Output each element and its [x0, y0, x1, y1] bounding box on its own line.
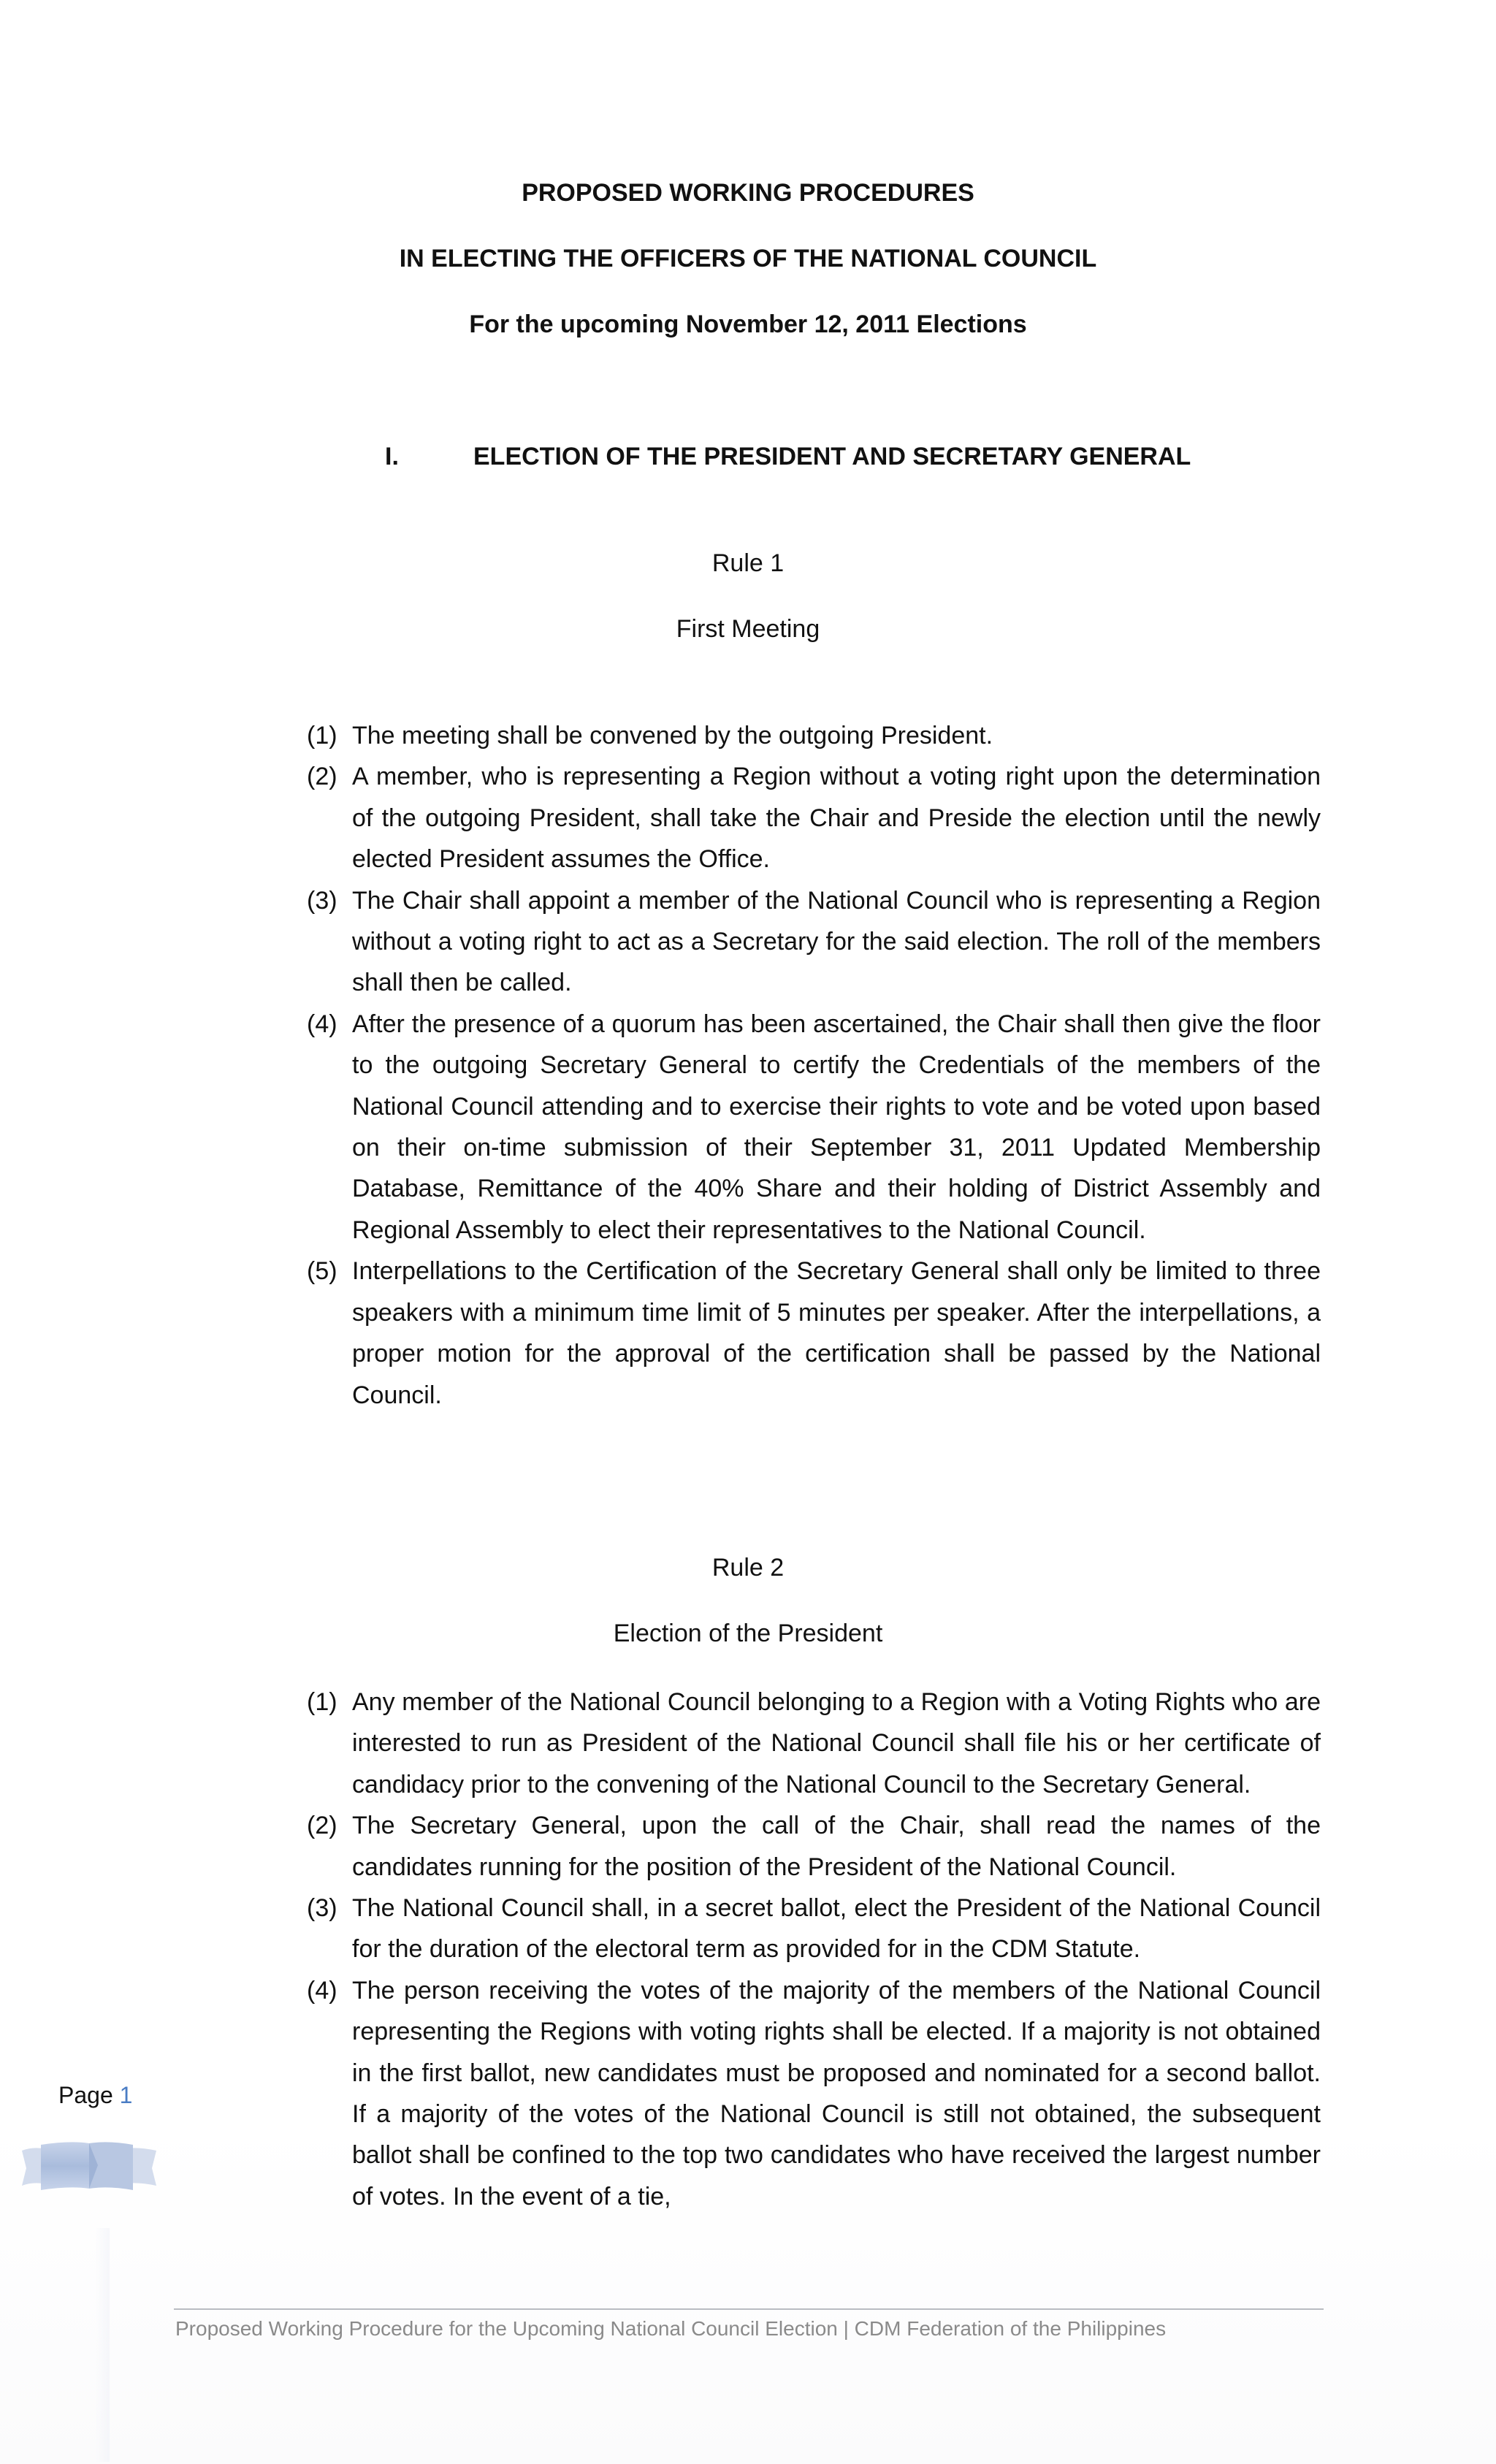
- page-number: 1: [119, 2082, 133, 2108]
- document-subtitle: IN ELECTING THE OFFICERS OF THE NATIONAL COUNCIL: [399, 245, 1097, 272]
- page-shadow: [95, 2228, 110, 2462]
- item-text: A member, who is representing a Region without a voting right upon the determination of the outgoing President, shall take the Chair and Preside the election until the newly elected President assumes the Office.: [352, 763, 1321, 874]
- rule-1-title: Rule 1: [711, 549, 785, 577]
- rule-1-list: [307, 715, 1321, 1416]
- item-number: (4): [307, 1010, 337, 1038]
- list-item: [307, 756, 1321, 880]
- item-number: (1): [307, 1688, 337, 1716]
- item-text: The person receiving the votes of the majority of the members of the National Council representing the Regions with voting rights shall be elected. If a majority is not obtained in the first ballot, new candidates must be proposed and nominated for a second ballot. If a majority of the votes of the National Council is still not obtained, the subsequent ballot shall be confined to the top two candidates who have received the largest number of votes. In the event of a tie,: [352, 1976, 1321, 2211]
- document-title: PROPOSED WORKING PROCEDURES: [522, 179, 974, 207]
- section-number: I.: [385, 443, 399, 470]
- item-text: After the presence of a quorum has been ascertained, the Chair shall then give the floor to the outgoing Secretary General to certify the Credentials of the members of the National Council attending and to exercise their rights to vote and be voted upon based on their on-time submission of their September 31, 2011 Updated Membership Database, Remittance of the 40% Share and their holding of District Assembly and Regional Assembly to elect their representatives to the National Council.: [352, 1010, 1321, 1244]
- item-number: (1): [307, 722, 337, 750]
- item-text: The National Council shall, in a secret ballot, elect the President of the National Council for the duration of the electoral term as provided for in the CDM Statute.: [352, 1894, 1321, 1964]
- document-date-line: For the upcoming November 12, 2011 Elections: [469, 310, 1027, 338]
- rule-2-title: Rule 2: [711, 1554, 785, 1582]
- list-item: [307, 1682, 1321, 1805]
- page-number-label: [58, 2080, 132, 2110]
- rule-1-subtitle: First Meeting: [676, 615, 820, 643]
- list-item: [307, 715, 1321, 756]
- list-item: [307, 1251, 1321, 1416]
- item-text: Any member of the National Council belonging to a Region with a Voting Rights who are interested to run as President of the National Council shall file his or her certificate of candidacy prior to the convening of the National Council to the Secretary General.: [352, 1688, 1321, 1799]
- item-text: Interpellations to the Certification of the Secretary General shall only be limited to three speakers with a minimum time limit of 5 minutes per speaker. After the interpellations, a proper motion for the approval of the certification shall be passed by the National Council.: [352, 1257, 1321, 1409]
- item-number: (2): [307, 763, 337, 791]
- item-number: (5): [307, 1257, 337, 1286]
- footer-divider: [174, 2308, 1324, 2310]
- rule-2-list: [307, 1682, 1321, 2217]
- list-item: [307, 1888, 1321, 1970]
- list-item: [307, 1805, 1321, 1888]
- list-item: [307, 1970, 1321, 2217]
- footer-text: Proposed Working Procedure for the Upcoming National Council Election | CDM Federation of the Philippines: [175, 2317, 1167, 2340]
- list-item: [307, 1004, 1321, 1251]
- item-text: The meeting shall be convened by the outgoing President.: [352, 722, 993, 750]
- list-item: [307, 880, 1321, 1004]
- item-number: (3): [307, 886, 337, 915]
- page-ribbon-icon: [19, 2140, 159, 2192]
- item-text: The Chair shall appoint a member of the National Council who is representing a Region without a voting right to act as a Secretary for the said election. The roll of the members shall then be called.: [352, 886, 1321, 997]
- section-title: ELECTION OF THE PRESIDENT AND SECRETARY GENERAL: [473, 443, 1191, 470]
- page-label-text: Page: [58, 2082, 113, 2108]
- item-number: (3): [307, 1894, 337, 1923]
- item-number: (4): [307, 1976, 337, 2005]
- item-text: The Secretary General, upon the call of the Chair, shall read the names of the candidates running for the position of the President of the National Council.: [352, 1812, 1321, 1881]
- rule-2-subtitle: Election of the President: [613, 1620, 883, 1647]
- item-number: (2): [307, 1812, 337, 1840]
